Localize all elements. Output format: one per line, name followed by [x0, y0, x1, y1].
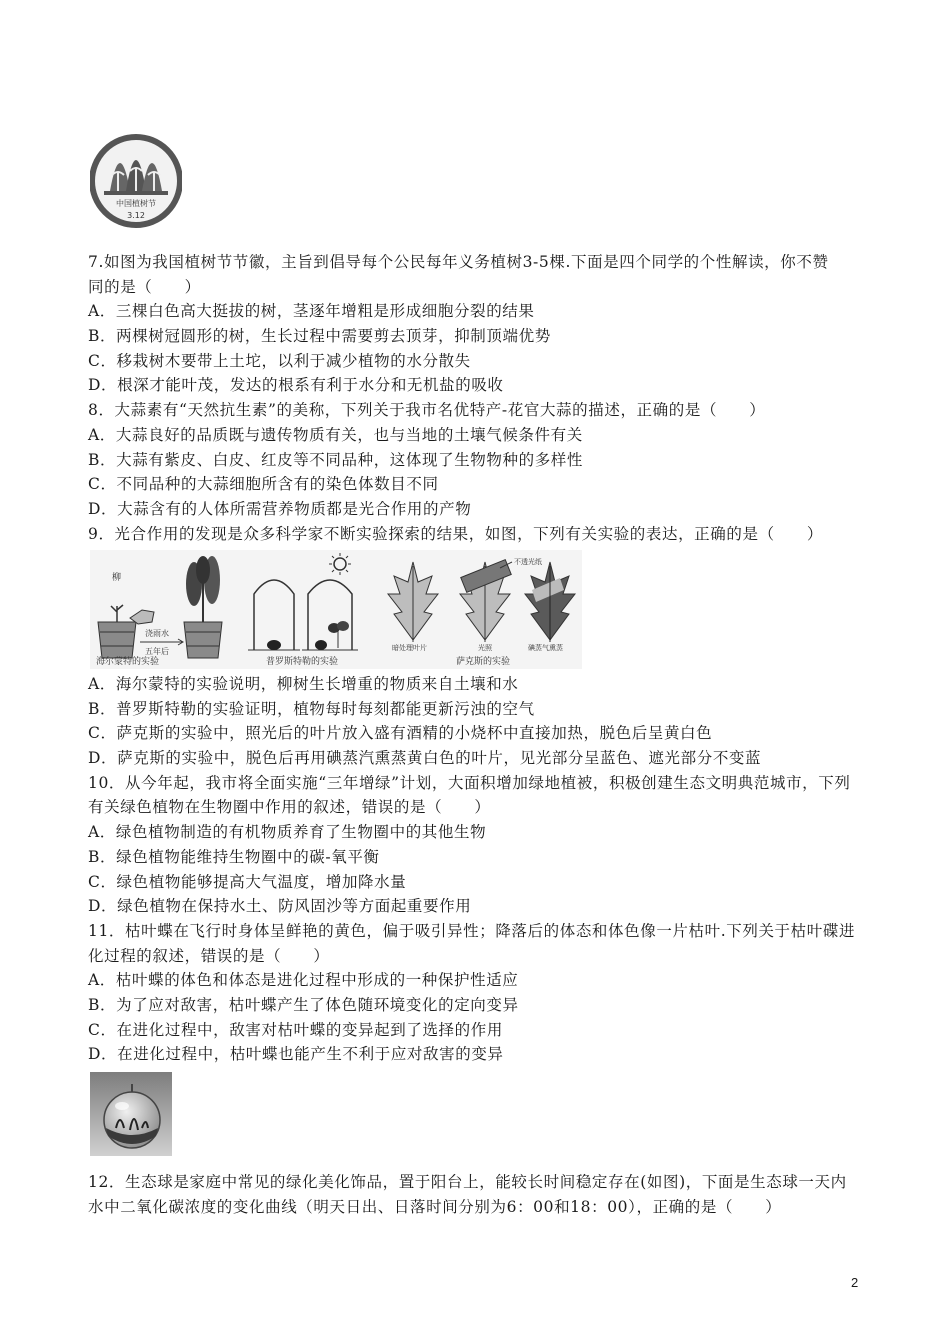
emblem-date: 3.12	[127, 211, 145, 220]
ecosphere-photo	[90, 1072, 172, 1156]
q8-option-b: B．大蒜有紫皮、白皮、红皮等不同品种，这体现了生物物种的多样性	[88, 451, 583, 469]
cover-label: 不透光纸	[514, 558, 542, 566]
emblem-title: 中国植树节	[116, 199, 156, 208]
photosynthesis-experiments-figure	[90, 550, 582, 669]
leaf2-label: 光照	[478, 644, 492, 652]
q10-stem-line2: 有关绿色植物在生物圈中作用的叙述，错误的是（ ）	[88, 798, 491, 816]
tree-day-emblem	[90, 125, 182, 235]
water-label: 浇雨水	[145, 629, 169, 638]
q9-option-d: D．萨克斯的实验中，脱色后再用碘蒸汽熏蒸黄白色的叶片，见光部分呈蓝色、遮光部分不变蓝	[88, 749, 762, 767]
q11-stem-line1: 11．枯叶蝶在飞行时身体呈鲜艳的黄色，偏于吸引异性；降落后的体态和体色像一片枯叶.下列关于枯叶碟进	[88, 922, 856, 940]
q10-stem-line1: 10．从今年起，我市将全面实施“三年增绿”计划，大面积增加绿地植被，积极创建生态文明典范城市，下列	[88, 774, 851, 792]
q7-option-c: C．移栽树木要带上土坨，以利于减少植物的水分散失	[88, 352, 471, 370]
q8-option-a: A．大蒜良好的品质既与遗传物质有关，也与当地的土壤气候条件有关	[88, 426, 583, 444]
q11-option-a: A．枯叶蝶的体色和体态是进化过程中形成的一种保护性适应	[88, 971, 519, 989]
q10-option-b: B．绿色植物能维持生物圈中的碳-氧平衡	[88, 848, 380, 866]
years-label: 五年后	[145, 647, 169, 656]
q10-option-a: A．绿色植物制造的有机物质养育了生物圈中的其他生物	[88, 823, 487, 841]
page-number: 2	[851, 1275, 859, 1290]
sachs-caption: 萨克斯的实验	[456, 657, 511, 667]
q7-option-d: D．根深才能叶茂，发达的根系有利于水分和无机盐的吸收	[88, 376, 504, 394]
priestley-caption: 普罗斯特勒的实验	[266, 657, 339, 667]
q7-stem-line1: 7.如图为我国植树节节徽，主旨到倡导每个公民每年义务植树3-5棵.下面是四个同学的个性解读，你不赞	[88, 253, 829, 271]
q8-stem: 8．大蒜素有“天然抗生素”的美称，下列关于我市名优特产-花官大蒜的描述，正确的是（ ）	[88, 401, 766, 419]
willow-label: 柳	[112, 573, 122, 583]
q9-option-a: A．海尔蒙特的实验说明，柳树生长增重的物质来自土壤和水	[88, 675, 519, 693]
q9-stem: 9．光合作用的发现是众多科学家不断实验探索的结果，如图，下列有关实验的表达，正确的是（ ）	[88, 525, 823, 543]
q7-option-a: A．三棵白色高大挺拔的树，茎逐年增粗是形成细胞分裂的结果	[88, 302, 535, 320]
q8-option-c: C．不同品种的大蒜细胞所含有的染色体数目不同	[88, 475, 439, 493]
q11-option-b: B．为了应对敌害，枯叶蝶产生了体色随环境变化的定向变异	[88, 996, 519, 1014]
q12-stem-line1: 12．生态球是家庭中常见的绿化美化饰品，置于阳台上，能较长时间稳定存在(如图)，下面是生态球一天内	[88, 1173, 847, 1191]
leaf1-label: 暗处理叶片	[392, 644, 427, 652]
q7-option-b: B．两棵树冠圆形的树，生长过程中需要剪去顶芽，抑制顶端优势	[88, 327, 551, 345]
q11-option-c: C．在进化过程中，敌害对枯叶蝶的变异起到了选择的作用	[88, 1021, 503, 1039]
q11-option-d: D．在进化过程中，枯叶蝶也能产生不利于应对敌害的变异	[88, 1045, 504, 1063]
q8-option-d: D．大蒜含有的人体所需营养物质都是光合作用的产物	[88, 500, 472, 518]
q11-stem-line2: 化过程的叙述，错误的是（ ）	[88, 947, 330, 965]
q10-option-d: D．绿色植物在保持水土、防风固沙等方面起重要作用	[88, 897, 472, 915]
q10-option-c: C．绿色植物能够提高大气温度，增加降水量	[88, 873, 407, 891]
q7-stem-line2: 同的是（ ）	[88, 278, 201, 296]
q9-option-c: C．萨克斯的实验中，照光后的叶片放入盛有酒精的小烧杯中直接加热，脱色后呈黄白色	[88, 724, 713, 742]
helmont-caption: 海尔蒙特的实验	[96, 657, 160, 667]
leaf3-label: 碘蒸气熏蒸	[528, 644, 563, 652]
q12-stem-line2: 水中二氧化碳浓度的变化曲线（明天日出、日落时间分别为6：00和18：00），正确的是（ ）	[88, 1198, 782, 1216]
q9-option-b: B．普罗斯特勒的实验证明，植物每时每刻都能更新污浊的空气	[88, 700, 535, 718]
